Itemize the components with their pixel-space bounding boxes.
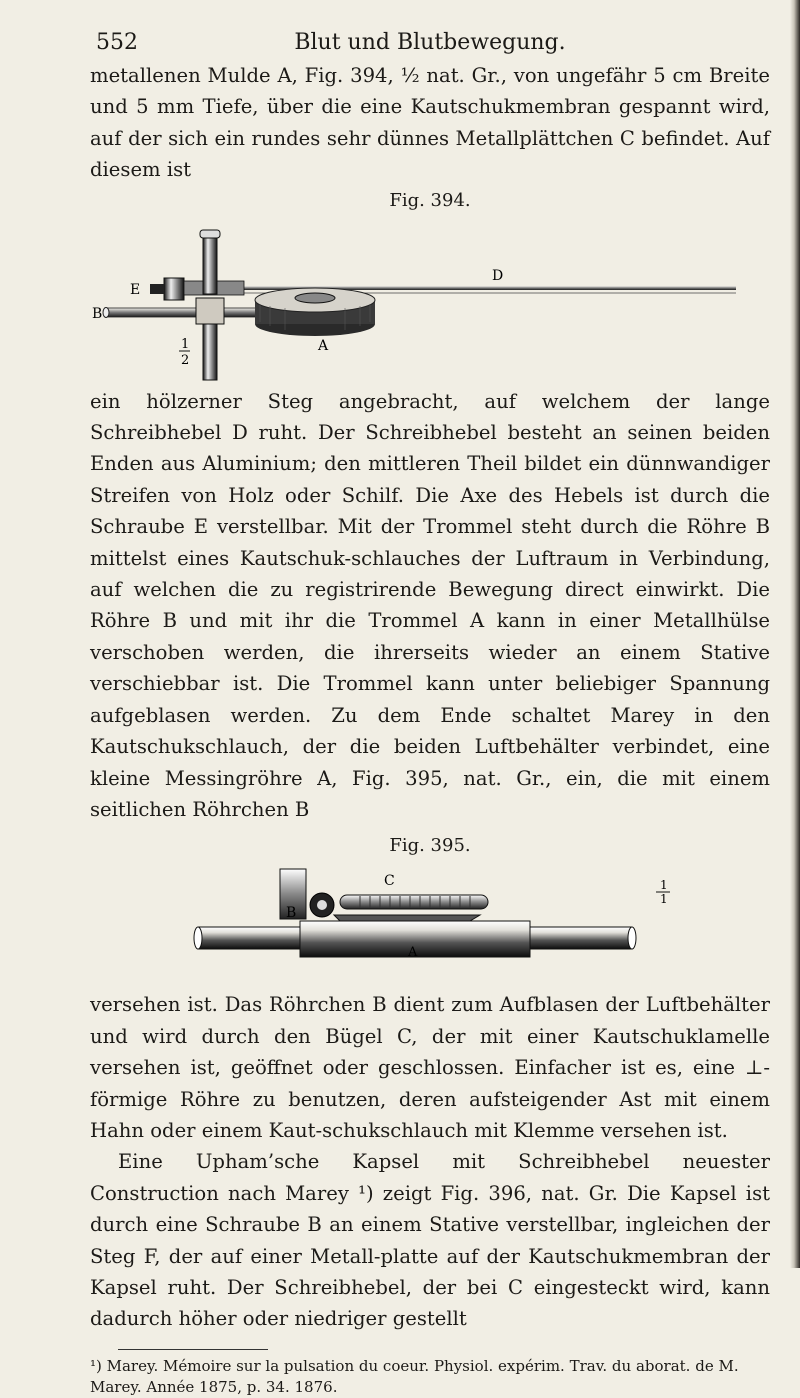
figure-394-caption: Fig. 394. [389, 189, 471, 211]
label-b2: B [286, 905, 297, 922]
figure-395-caption: Fig. 395. [389, 835, 471, 857]
figure-395-drawing [90, 859, 770, 979]
paragraph-3: versehen ist. Das Röhrchen B dient zum Aufblasen der Luftbehälter und wird durch den Bügel C, der mit einer Kautschuklamelle versehen ist, geöffnet oder geschlossen. Einfacher ist es, eine ⊥-förmige Röhre zu benutzen, deren aufsteigender Ast mit einem Hahn oder einem Kaut-schukschlauch mit Klemme versehen ist. [90, 993, 770, 1142]
scale-denominator: 2 [181, 352, 190, 368]
scale-numerator: 1 [181, 336, 190, 352]
page-edge-shadow [790, 0, 800, 1268]
stand-post-lower [203, 322, 217, 380]
label-d: D [492, 267, 504, 284]
running-header [90, 26, 770, 60]
figure-394 [90, 214, 770, 382]
figure-395 [90, 859, 770, 979]
figure-394-drawing [90, 214, 770, 382]
clamp-c [340, 895, 488, 909]
label-c: C [384, 873, 395, 890]
label-b: B [92, 305, 103, 322]
paragraph-4: Eine Upham’sche Kapsel mit Schreibhebel neuester Construction nach Marey ¹) zeigt Fig. 396, nat. Gr. Die Kapsel ist durch eine Schraube B an einem Stative verstellbar, ingleichen der Steg F, der auf einer Metall-platte auf der Kautschukmembran der Kapsel ruht. Der Schreibhebel, der bei C eingesteckt wird, kann dadurch höher oder niedriger gestellt [90, 1150, 770, 1331]
paragraph-1: metallenen Mulde A, Fig. 394, ½ nat. Gr., von ungefähr 5 cm Breite und 5 mm Tiefe, über die eine Kautschukmembran gespannt wird, auf der sich ein rundes sehr dünnes Metallplättchen C befindet. Auf diesem ist [90, 64, 770, 182]
footnote-rule [118, 1349, 268, 1350]
running-title: Blut und Blutbewegung. [294, 30, 566, 55]
paragraph-2: ein hölzerner Steg angebracht, auf welchem der lange Schreibhebel D ruht. Der Schreibhebel besteht an seinen beiden Enden aus Aluminium; den mittleren Theil bildet ein dünnwandiger Streifen von Holz oder Schilf. Die Axe des Hebels ist durch die Schraube E verstellbar. Mit der Trommel steht durch die Röhre B mittelst eines Kautschuk-schlauches der Luftraum in Verbindung, auf welchen die zu registrirende Bewegung direct einwirkt. Die Röhre B und mit ihr die Trommel A kann in einer Metallhülse verschoben werden, die ihrerseits wieder an einem Stative verschiebbar ist. Die Trommel kann unter beliebiger Spannung aufgeblasen werden. Zu dem Ende schaltet Marey in den Kautschukschlauch, der die beiden Luftbehälter verbindet, eine kleine Messingröhre A, Fig. 395, nat. Gr., ein, die mit einem seitlichen Röhrchen B [90, 389, 770, 821]
scale-numerator-2: 1 [660, 878, 668, 893]
label-a: A [318, 337, 329, 354]
scale-denominator-2: 1 [660, 892, 668, 907]
screw-e [150, 284, 164, 294]
label-a2: A [408, 945, 418, 961]
book-page [90, 26, 770, 1398]
page-number: 552 [96, 30, 138, 55]
footnote: ¹) Marey. Mémoire sur la pulsation du coeur. Physiol. expérim. Trav. du aborat. de M. Marey. Année 1875, p. 34. 1876. [90, 1356, 739, 1396]
tube-b [106, 308, 276, 317]
label-e: E [130, 281, 141, 298]
stand-post-upper [203, 236, 217, 294]
